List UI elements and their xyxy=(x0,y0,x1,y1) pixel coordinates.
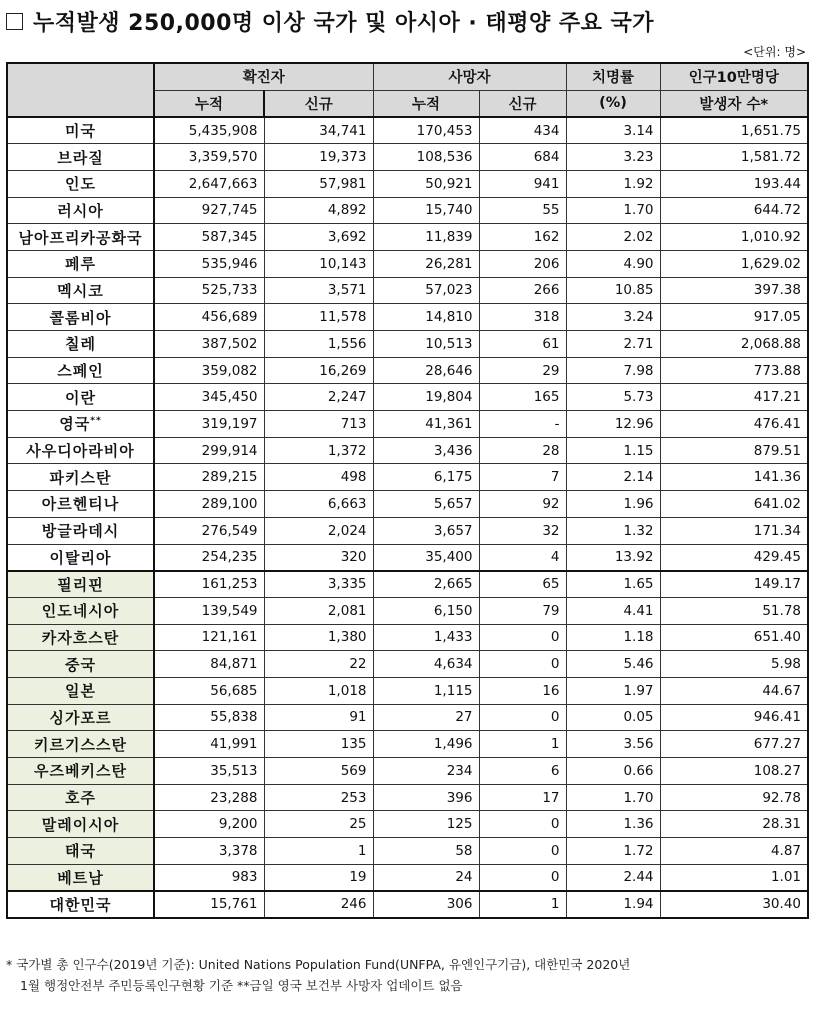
per100k-rate: 30.40 xyxy=(660,891,808,918)
confirmed-cumulative: 15,761 xyxy=(154,891,264,918)
header-country xyxy=(7,63,154,117)
footnote xyxy=(6,954,810,996)
deaths-cumulative: 11,839 xyxy=(373,224,479,251)
header-per100k: 인구10만명당 xyxy=(660,63,808,90)
per100k-rate: 44.67 xyxy=(660,677,808,704)
deaths-cumulative: 3,436 xyxy=(373,437,479,464)
footnote-line-1: * 국가별 총 인구수(2019년 기준): United Nations Population Fund(UNFPA, 유엔인구기금), 대한민국 2020년 xyxy=(6,957,631,972)
confirmed-new: 10,143 xyxy=(264,250,373,277)
deaths-cumulative: 170,453 xyxy=(373,117,479,144)
deaths-cumulative: 1,496 xyxy=(373,731,479,758)
confirmed-cumulative: 535,946 xyxy=(154,250,264,277)
confirmed-new: 3,335 xyxy=(264,571,373,598)
table-row xyxy=(7,170,808,197)
per100k-rate: 141.36 xyxy=(660,464,808,491)
table-row xyxy=(7,224,808,251)
deaths-cumulative: 1,115 xyxy=(373,677,479,704)
table-row xyxy=(7,651,808,678)
unit-label: <단위: 명> xyxy=(743,45,806,59)
confirmed-new: 1,018 xyxy=(264,677,373,704)
confirmed-new: 25 xyxy=(264,811,373,838)
deaths-new: 16 xyxy=(479,677,566,704)
confirmed-cumulative: 55,838 xyxy=(154,704,264,731)
confirmed-cumulative: 35,513 xyxy=(154,758,264,785)
fatality-rate: 1.92 xyxy=(566,170,660,197)
per100k-rate: 429.45 xyxy=(660,544,808,571)
confirmed-cumulative: 387,502 xyxy=(154,331,264,358)
per100k-rate: 2,068.88 xyxy=(660,331,808,358)
country-name: 중국 xyxy=(7,651,154,678)
country-name: 키르기스스탄 xyxy=(7,731,154,758)
deaths-cumulative: 6,175 xyxy=(373,464,479,491)
deaths-cumulative: 396 xyxy=(373,784,479,811)
deaths-new: 6 xyxy=(479,758,566,785)
country-name: 멕시코 xyxy=(7,277,154,304)
per100k-rate: 773.88 xyxy=(660,357,808,384)
deaths-cumulative: 35,400 xyxy=(373,544,479,571)
confirmed-new: 19,373 xyxy=(264,144,373,171)
deaths-cumulative: 50,921 xyxy=(373,170,479,197)
confirmed-cumulative: 3,359,570 xyxy=(154,144,264,171)
table-row xyxy=(7,277,808,304)
confirmed-new: 1,556 xyxy=(264,331,373,358)
table-row xyxy=(7,677,808,704)
country-name: 태국 xyxy=(7,838,154,865)
fatality-rate: 12.96 xyxy=(566,411,660,438)
per100k-rate: 108.27 xyxy=(660,758,808,785)
header-fatality: 치명률 xyxy=(566,63,660,90)
fatality-rate: 4.41 xyxy=(566,597,660,624)
header-confirmed-new: 신규 xyxy=(264,90,373,117)
fatality-rate: 1.70 xyxy=(566,784,660,811)
fatality-rate: 2.44 xyxy=(566,864,660,891)
country-name: 일본 xyxy=(7,677,154,704)
deaths-new: - xyxy=(479,411,566,438)
deaths-cumulative: 58 xyxy=(373,838,479,865)
fatality-rate: 1.96 xyxy=(566,491,660,518)
per100k-rate: 644.72 xyxy=(660,197,808,224)
table-row xyxy=(7,384,808,411)
confirmed-new: 6,663 xyxy=(264,491,373,518)
footnote-line-2: 1월 행정안전부 주민등록인구현황 기준 **금일 영국 보건부 사망자 업데이트 없음 xyxy=(20,978,463,993)
confirmed-cumulative: 289,100 xyxy=(154,491,264,518)
deaths-cumulative: 5,657 xyxy=(373,491,479,518)
per100k-rate: 677.27 xyxy=(660,731,808,758)
confirmed-cumulative: 254,235 xyxy=(154,544,264,571)
deaths-new: 266 xyxy=(479,277,566,304)
table-row xyxy=(7,304,808,331)
confirmed-cumulative: 139,549 xyxy=(154,597,264,624)
confirmed-cumulative: 456,689 xyxy=(154,304,264,331)
deaths-cumulative: 234 xyxy=(373,758,479,785)
table-row xyxy=(7,117,808,144)
header-per100k-l2: 발생자 수* xyxy=(660,90,808,117)
confirmed-cumulative: 587,345 xyxy=(154,224,264,251)
country-name: 인도 xyxy=(7,170,154,197)
group-asia-pacific xyxy=(7,571,808,891)
confirmed-new: 57,981 xyxy=(264,170,373,197)
per100k-rate: 946.41 xyxy=(660,704,808,731)
fatality-rate: 5.46 xyxy=(566,651,660,678)
confirmed-cumulative: 23,288 xyxy=(154,784,264,811)
country-name: 파키스탄 xyxy=(7,464,154,491)
deaths-cumulative: 41,361 xyxy=(373,411,479,438)
confirmed-cumulative: 927,745 xyxy=(154,197,264,224)
header-deaths-new: 신규 xyxy=(479,90,566,117)
fatality-rate: 4.90 xyxy=(566,250,660,277)
confirmed-cumulative: 41,991 xyxy=(154,731,264,758)
deaths-cumulative: 26,281 xyxy=(373,250,479,277)
fatality-rate: 3.14 xyxy=(566,117,660,144)
header-deaths: 사망자 xyxy=(373,63,566,90)
deaths-cumulative: 24 xyxy=(373,864,479,891)
fatality-rate: 1.97 xyxy=(566,677,660,704)
country-name: 브라질 xyxy=(7,144,154,171)
deaths-cumulative: 3,657 xyxy=(373,517,479,544)
deaths-new: 0 xyxy=(479,838,566,865)
confirmed-new: 3,571 xyxy=(264,277,373,304)
per100k-rate: 28.31 xyxy=(660,811,808,838)
deaths-new: 28 xyxy=(479,437,566,464)
fatality-rate: 3.56 xyxy=(566,731,660,758)
header-deaths-cumulative: 누적 xyxy=(373,90,479,117)
per100k-rate: 92.78 xyxy=(660,784,808,811)
confirmed-cumulative: 3,378 xyxy=(154,838,264,865)
table-row xyxy=(7,758,808,785)
confirmed-new: 11,578 xyxy=(264,304,373,331)
deaths-new: 92 xyxy=(479,491,566,518)
confirmed-cumulative: 121,161 xyxy=(154,624,264,651)
deaths-cumulative: 108,536 xyxy=(373,144,479,171)
covid-country-table xyxy=(6,62,809,919)
fatality-rate: 5.73 xyxy=(566,384,660,411)
per100k-rate: 879.51 xyxy=(660,437,808,464)
per100k-rate: 4.87 xyxy=(660,838,808,865)
country-name: 러시아 xyxy=(7,197,154,224)
deaths-cumulative: 125 xyxy=(373,811,479,838)
per100k-rate: 149.17 xyxy=(660,571,808,598)
per100k-rate: 417.21 xyxy=(660,384,808,411)
deaths-cumulative: 4,634 xyxy=(373,651,479,678)
deaths-new: 61 xyxy=(479,331,566,358)
fatality-rate: 1.15 xyxy=(566,437,660,464)
table-row xyxy=(7,197,808,224)
deaths-new: 0 xyxy=(479,864,566,891)
per100k-rate: 1.01 xyxy=(660,864,808,891)
table-row xyxy=(7,784,808,811)
group-major-countries xyxy=(7,117,808,571)
fatality-rate: 0.66 xyxy=(566,758,660,785)
confirmed-cumulative: 5,435,908 xyxy=(154,117,264,144)
confirmed-new: 1,372 xyxy=(264,437,373,464)
deaths-new: 162 xyxy=(479,224,566,251)
per100k-rate: 1,629.02 xyxy=(660,250,808,277)
confirmed-cumulative: 84,871 xyxy=(154,651,264,678)
table-row xyxy=(7,624,808,651)
deaths-new: 4 xyxy=(479,544,566,571)
deaths-cumulative: 57,023 xyxy=(373,277,479,304)
country-name: 인도네시아 xyxy=(7,597,154,624)
confirmed-cumulative: 319,197 xyxy=(154,411,264,438)
confirmed-cumulative: 359,082 xyxy=(154,357,264,384)
fatality-rate: 3.23 xyxy=(566,144,660,171)
per100k-rate: 917.05 xyxy=(660,304,808,331)
fatality-rate: 2.14 xyxy=(566,464,660,491)
country-name: 호주 xyxy=(7,784,154,811)
deaths-cumulative: 306 xyxy=(373,891,479,918)
fatality-rate: 1.18 xyxy=(566,624,660,651)
table-row xyxy=(7,491,808,518)
confirmed-cumulative: 983 xyxy=(154,864,264,891)
confirmed-cumulative: 161,253 xyxy=(154,571,264,598)
confirmed-new: 22 xyxy=(264,651,373,678)
per100k-rate: 476.41 xyxy=(660,411,808,438)
deaths-new: 1 xyxy=(479,731,566,758)
per100k-rate: 171.34 xyxy=(660,517,808,544)
confirmed-new: 2,081 xyxy=(264,597,373,624)
deaths-cumulative: 1,433 xyxy=(373,624,479,651)
country-name: 스페인 xyxy=(7,357,154,384)
country-name: 대한민국 xyxy=(7,891,154,918)
per100k-rate: 1,651.75 xyxy=(660,117,808,144)
deaths-new: 434 xyxy=(479,117,566,144)
table-row xyxy=(7,838,808,865)
table-row xyxy=(7,357,808,384)
country-name: 우즈베키스탄 xyxy=(7,758,154,785)
fatality-rate: 13.92 xyxy=(566,544,660,571)
country-name: 콜롬비아 xyxy=(7,304,154,331)
fatality-rate: 1.94 xyxy=(566,891,660,918)
table-row xyxy=(7,464,808,491)
deaths-new: 55 xyxy=(479,197,566,224)
confirmed-new: 16,269 xyxy=(264,357,373,384)
country-name: 미국 xyxy=(7,117,154,144)
group-korea xyxy=(7,891,808,918)
deaths-new: 7 xyxy=(479,464,566,491)
country-name: 페루 xyxy=(7,250,154,277)
per100k-rate: 397.38 xyxy=(660,277,808,304)
deaths-new: 65 xyxy=(479,571,566,598)
confirmed-new: 320 xyxy=(264,544,373,571)
table-row xyxy=(7,704,808,731)
deaths-new: 165 xyxy=(479,384,566,411)
deaths-new: 0 xyxy=(479,624,566,651)
deaths-cumulative: 2,665 xyxy=(373,571,479,598)
fatality-rate: 1.36 xyxy=(566,811,660,838)
deaths-new: 206 xyxy=(479,250,566,277)
confirmed-cumulative: 56,685 xyxy=(154,677,264,704)
confirmed-new: 1 xyxy=(264,838,373,865)
per100k-rate: 641.02 xyxy=(660,491,808,518)
fatality-rate: 2.02 xyxy=(566,224,660,251)
table-row xyxy=(7,517,808,544)
confirmed-new: 2,247 xyxy=(264,384,373,411)
fatality-rate: 1.70 xyxy=(566,197,660,224)
country-name: 말레이시아 xyxy=(7,811,154,838)
country-name: 카자흐스탄 xyxy=(7,624,154,651)
title-text: 누적발생 250,000명 이상 국가 및 아시아 · 태평양 주요 국가 xyxy=(33,10,655,36)
confirmed-new: 1,380 xyxy=(264,624,373,651)
confirmed-cumulative: 276,549 xyxy=(154,517,264,544)
table-row xyxy=(7,891,808,918)
deaths-new: 32 xyxy=(479,517,566,544)
deaths-new: 318 xyxy=(479,304,566,331)
country-name: 싱가포르 xyxy=(7,704,154,731)
deaths-new: 0 xyxy=(479,651,566,678)
deaths-new: 0 xyxy=(479,704,566,731)
country-name: 영국** xyxy=(7,411,154,438)
deaths-new: 29 xyxy=(479,357,566,384)
deaths-cumulative: 28,646 xyxy=(373,357,479,384)
deaths-new: 1 xyxy=(479,891,566,918)
confirmed-new: 3,692 xyxy=(264,224,373,251)
deaths-new: 79 xyxy=(479,597,566,624)
fatality-rate: 1.32 xyxy=(566,517,660,544)
confirmed-new: 2,024 xyxy=(264,517,373,544)
per100k-rate: 193.44 xyxy=(660,170,808,197)
table-row xyxy=(7,250,808,277)
fatality-rate: 10.85 xyxy=(566,277,660,304)
confirmed-new: 498 xyxy=(264,464,373,491)
confirmed-new: 19 xyxy=(264,864,373,891)
table-row xyxy=(7,437,808,464)
table-row xyxy=(7,144,808,171)
confirmed-cumulative: 525,733 xyxy=(154,277,264,304)
country-name: 이탈리아 xyxy=(7,544,154,571)
header-confirmed-cumulative: 누적 xyxy=(154,90,264,117)
fatality-rate: 0.05 xyxy=(566,704,660,731)
deaths-new: 17 xyxy=(479,784,566,811)
confirmed-new: 569 xyxy=(264,758,373,785)
deaths-new: 941 xyxy=(479,170,566,197)
deaths-new: 684 xyxy=(479,144,566,171)
deaths-cumulative: 10,513 xyxy=(373,331,479,358)
per100k-rate: 5.98 xyxy=(660,651,808,678)
deaths-cumulative: 27 xyxy=(373,704,479,731)
header-confirmed: 확진자 xyxy=(154,63,373,90)
fatality-rate: 1.65 xyxy=(566,571,660,598)
confirmed-cumulative: 2,647,663 xyxy=(154,170,264,197)
deaths-cumulative: 15,740 xyxy=(373,197,479,224)
confirmed-new: 253 xyxy=(264,784,373,811)
fatality-rate: 7.98 xyxy=(566,357,660,384)
confirmed-new: 246 xyxy=(264,891,373,918)
table-row xyxy=(7,864,808,891)
fatality-rate: 1.72 xyxy=(566,838,660,865)
deaths-cumulative: 6,150 xyxy=(373,597,479,624)
confirmed-new: 135 xyxy=(264,731,373,758)
checkbox-square-icon xyxy=(6,13,23,30)
confirmed-new: 34,741 xyxy=(264,117,373,144)
confirmed-cumulative: 345,450 xyxy=(154,384,264,411)
page-title xyxy=(6,4,654,38)
table-row xyxy=(7,597,808,624)
country-name: 남아프리카공화국 xyxy=(7,224,154,251)
deaths-cumulative: 19,804 xyxy=(373,384,479,411)
footnote-marker: ** xyxy=(90,416,102,427)
per100k-rate: 1,010.92 xyxy=(660,224,808,251)
confirmed-cumulative: 9,200 xyxy=(154,811,264,838)
table-row xyxy=(7,811,808,838)
deaths-cumulative: 14,810 xyxy=(373,304,479,331)
table-row xyxy=(7,544,808,571)
table-row xyxy=(7,331,808,358)
country-name: 사우디아라비아 xyxy=(7,437,154,464)
per100k-rate: 1,581.72 xyxy=(660,144,808,171)
fatality-rate: 3.24 xyxy=(566,304,660,331)
header-fatality-unit: (%) xyxy=(566,90,660,117)
country-name: 방글라데시 xyxy=(7,517,154,544)
per100k-rate: 651.40 xyxy=(660,624,808,651)
country-name: 칠레 xyxy=(7,331,154,358)
table-row xyxy=(7,571,808,598)
country-name: 베트남 xyxy=(7,864,154,891)
country-name: 이란 xyxy=(7,384,154,411)
confirmed-cumulative: 289,215 xyxy=(154,464,264,491)
per100k-rate: 51.78 xyxy=(660,597,808,624)
table-row xyxy=(7,731,808,758)
deaths-new: 0 xyxy=(479,811,566,838)
table-row xyxy=(7,411,808,438)
confirmed-cumulative: 299,914 xyxy=(154,437,264,464)
confirmed-new: 91 xyxy=(264,704,373,731)
confirmed-new: 4,892 xyxy=(264,197,373,224)
fatality-rate: 2.71 xyxy=(566,331,660,358)
country-name: 아르헨티나 xyxy=(7,491,154,518)
confirmed-new: 713 xyxy=(264,411,373,438)
country-name: 필리핀 xyxy=(7,571,154,598)
